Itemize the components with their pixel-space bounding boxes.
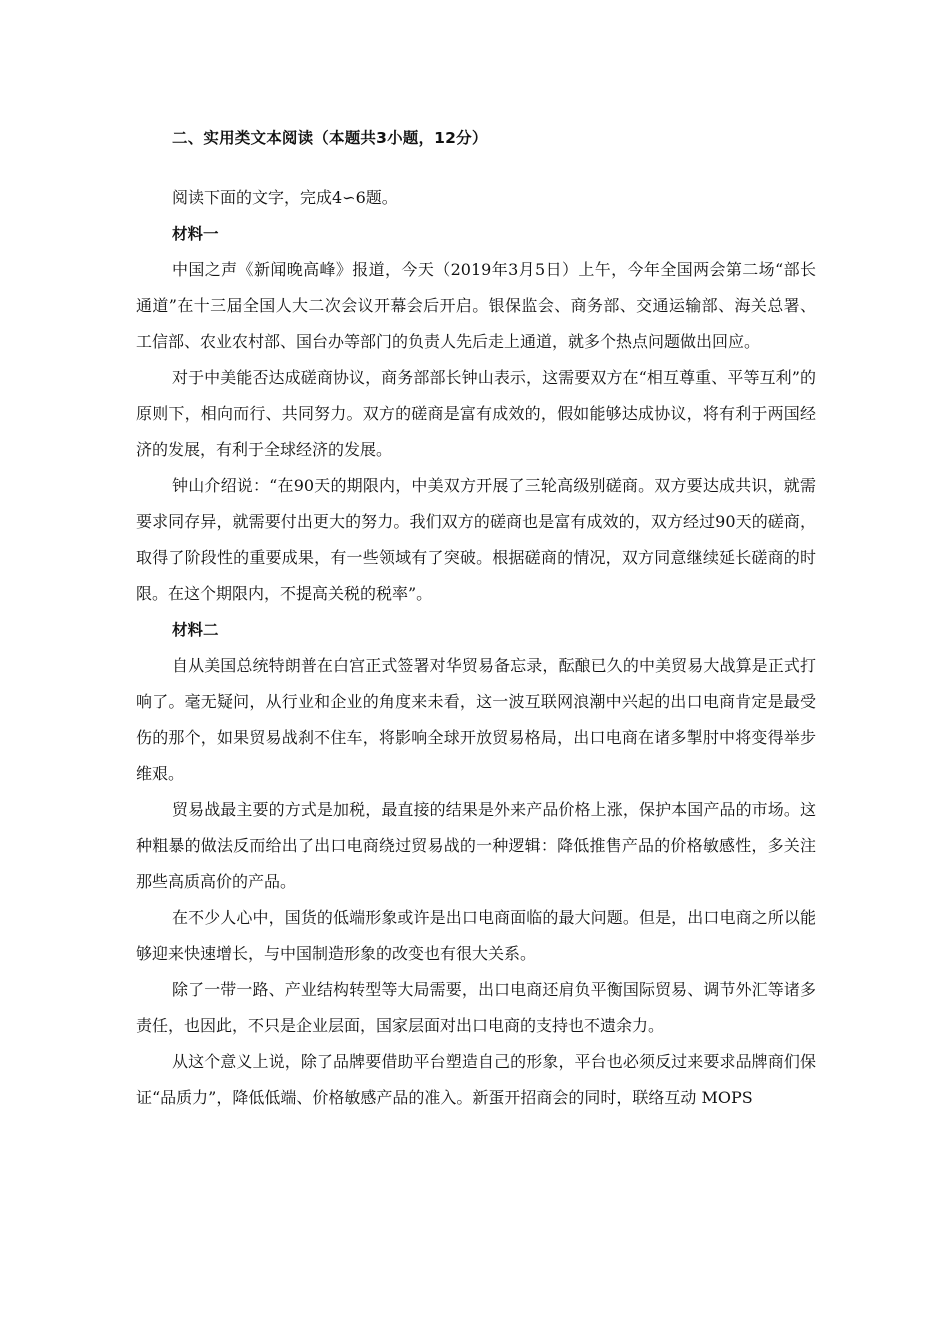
document-content: [136, 120, 816, 1116]
material-two-paragraph-5: 从这个意义上说，除了品牌要借助平台塑造自己的形象，平台也必须反过来要求品牌商们保证“品质力”，降低低端、价格敏感产品的准入。新蛋开招商会的同时，联络互动 MOPS: [136, 1052, 816, 1107]
material-one-paragraph-3: 钟山介绍说：“在90天的期限内，中美双方开展了三轮高级别磋商。双方要达成共识，就需要求同存异，就需要付出更大的努力。我们双方的磋商也是富有成效的，双方经过90天的磋商，取得了阶段性的重要成果，有一些领域有了突破。根据磋商的情况，双方同意继续延长磋商的时限。在这个期限内，不提高关税的税率”。: [136, 476, 816, 603]
material-two-paragraph-4: 除了一带一路、产业结构转型等大局需要，出口电商还肩负平衡国际贸易、调节外汇等诸多责任，也因此，不只是企业层面，国家层面对出口电商的支持也不遗余力。: [136, 980, 816, 1035]
material-one-paragraph-2: 对于中美能否达成磋商协议，商务部部长钟山表示，这需要双方在“相互尊重、平等互利”的原则下，相向而行、共同努力。双方的磋商是富有成效的，假如能够达成协议，将有利于两国经济的发展，有利于全球经济的发展。: [136, 368, 816, 459]
material-one-label: 材料一: [172, 225, 219, 243]
material-two-paragraph-2: 贸易战最主要的方式是加税，最直接的结果是外来产品价格上涨，保护本国产品的市场。这种粗暴的做法反而给出了出口电商绕过贸易战的一种逻辑：降低推售产品的价格敏感性，多关注那些高质高价的产品。: [136, 800, 816, 891]
material-two-paragraph-1: 自从美国总统特朗普在白宫正式签署对华贸易备忘录，酝酿已久的中美贸易大战算是正式打响了。毫无疑问，从行业和企业的角度来未看，这一波互联网浪潮中兴起的出口电商肯定是最受伤的那个，如果贸易战刹不住车，将影响全球开放贸易格局，出口电商在诸多掣肘中将变得举步维艰。: [136, 656, 816, 783]
material-two-label: 材料二: [172, 621, 219, 639]
material-one-paragraph-1: 中国之声《新闻晚高峰》报道，今天（2019年3月5日）上午，今年全国两会第二场“部长通道”在十三届全国人大二次会议开幕会后开启。银保监会、商务部、交通运输部、海关总署、工信部、农业农村部、国台办等部门的负责人先后走上通道，就多个热点问题做出回应。: [136, 260, 816, 351]
material-two-paragraph-3: 在不少人心中，国货的低端形象或许是出口电商面临的最大问题。但是，出口电商之所以能够迎来快速增长，与中国制造形象的改变也有很大关系。: [136, 908, 816, 963]
section-heading: 二、实用类文本阅读（本题共3小题，12分）: [172, 129, 488, 147]
reading-instruction: 阅读下面的文字，完成4∽6题。: [172, 188, 398, 207]
